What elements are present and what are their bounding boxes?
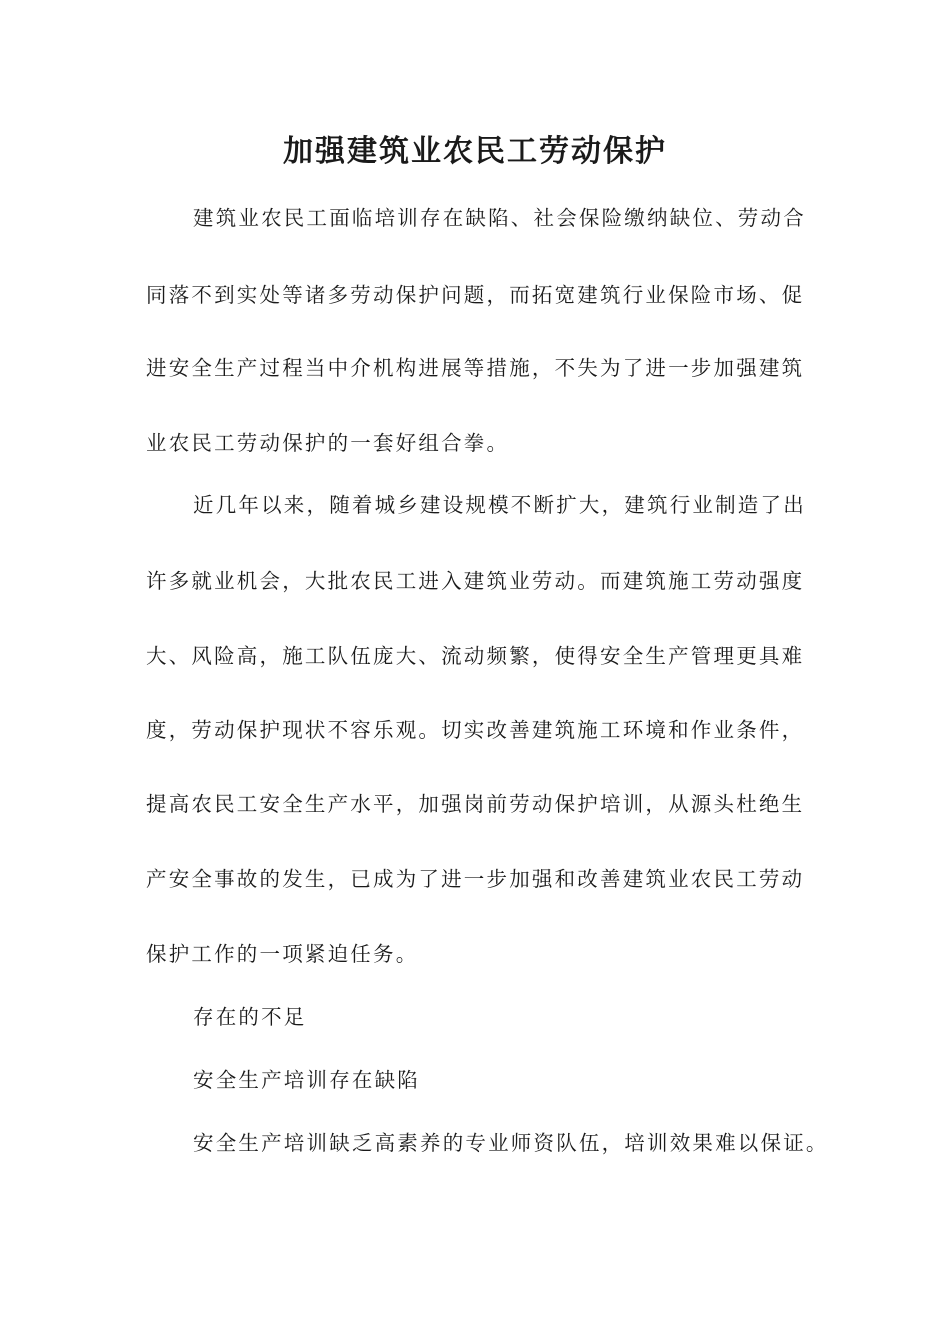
paragraph-2-line-4: 度，劳动保护现状不容乐观。切实改善建筑施工环境和作业条件， <box>146 718 805 742</box>
paragraph-2-line-7: 保护工作的一项紧迫任务。 <box>146 942 419 966</box>
paragraph-2-line-5: 提高农民工安全生产水平，加强岗前劳动保护培训，从源头杜绝生 <box>146 792 805 816</box>
paragraph-1-line-3: 进安全生产过程当中介机构进展等措施，不失为了进一步加强建筑 <box>146 356 805 380</box>
paragraph-1-line-1: 建筑业农民工面临培训存在缺陷、社会保险缴纳缺位、劳动合 <box>193 206 806 230</box>
section-heading: 存在的不足 <box>193 1005 307 1029</box>
document-title: 加强建筑业农民工劳动保护 <box>283 134 667 169</box>
subsection-heading: 安全生产培训存在缺陷 <box>193 1068 420 1092</box>
paragraph-2-line-1: 近几年以来，随着城乡建设规模不断扩大，建筑行业制造了出 <box>193 493 806 517</box>
paragraph-2-line-2: 许多就业机会，大批农民工进入建筑业劳动。而建筑施工劳动强度 <box>146 569 805 593</box>
paragraph-2-line-6: 产安全事故的发生，已成为了进一步加强和改善建筑业农民工劳动 <box>146 867 805 891</box>
paragraph-2-line-3: 大、风险高，施工队伍庞大、流动频繁，使得安全生产管理更具难 <box>146 644 805 668</box>
paragraph-1-line-2: 同落不到实处等诸多劳动保护问题，而拓宽建筑行业保险市场、促 <box>146 283 805 307</box>
paragraph-1-line-4: 业农民工劳动保护的一套好组合拳。 <box>146 431 510 455</box>
paragraph-3-line-1: 安全生产培训缺乏高素养的专业师资队伍，培训效果难以保证。 <box>193 1131 829 1155</box>
